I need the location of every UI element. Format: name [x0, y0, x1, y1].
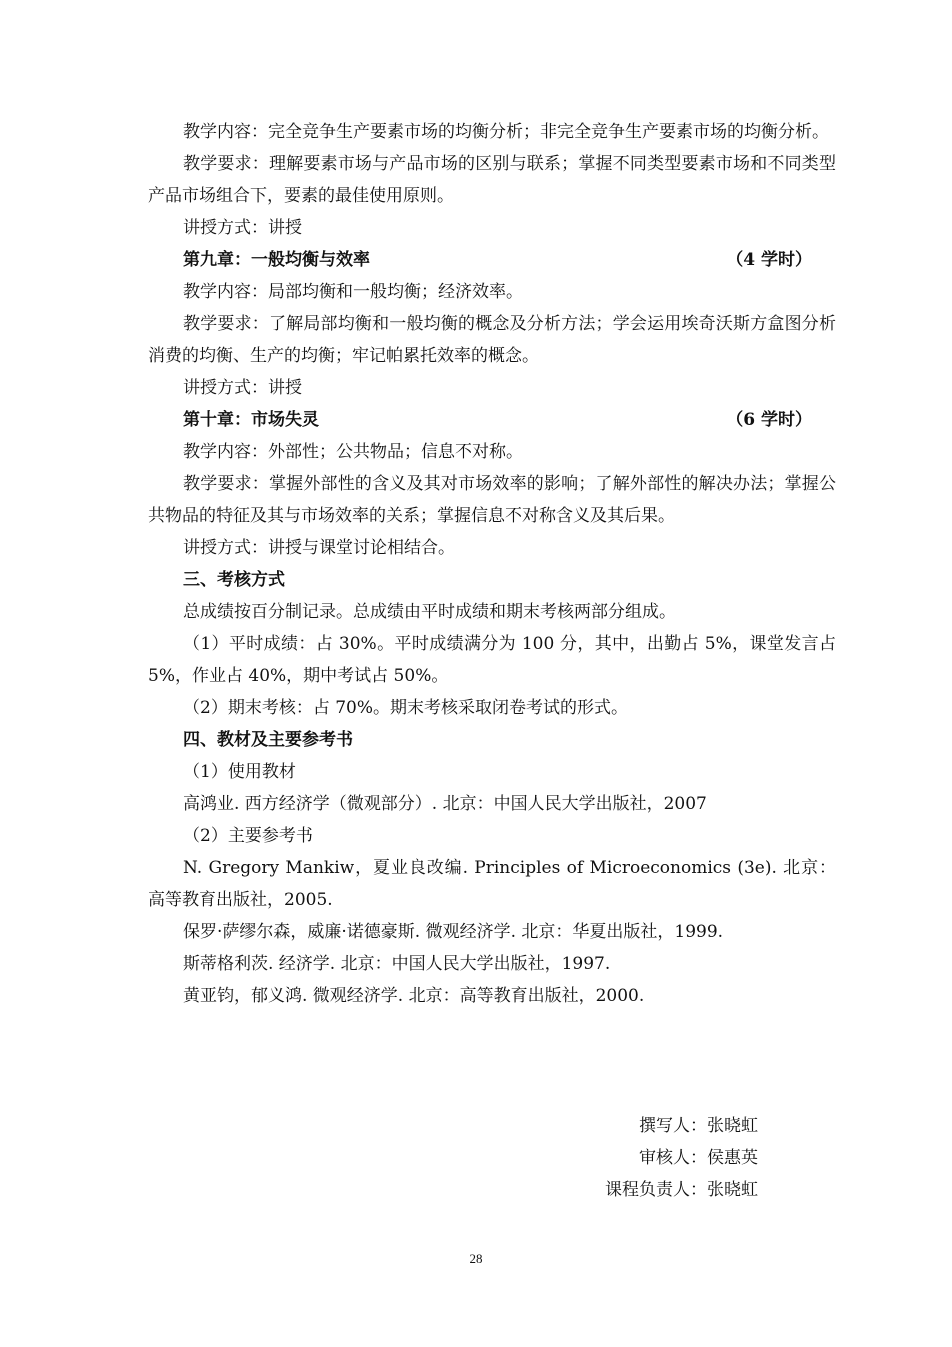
course-lead-signature: 课程负责人：张晓虹	[605, 1180, 758, 1200]
ch10-hours: （6 学时）	[726, 410, 812, 430]
ch9-title: 第九章：一般均衡与效率	[183, 250, 370, 270]
ch10-title: 第十章：市场失灵	[183, 410, 319, 430]
books-ref-item: 斯蒂格利茨. 经济学. 北京：中国人民大学出版社，1997.	[183, 954, 611, 974]
ch9-method: 讲授方式：讲授	[183, 378, 302, 398]
document-body	[148, 116, 836, 1012]
ch9-requirements: 教学要求：了解局部均衡和一般均衡的概念及分析方法；学会运用埃奇沃斯方盒图分析消费的均衡、生产的均衡；牢记帕累托效率的概念。	[148, 314, 836, 366]
ch10-content: 教学内容：外部性；公共物品；信息不对称。	[183, 442, 523, 462]
reviewer-signature: 审核人：侯惠英	[639, 1148, 758, 1168]
ch9-heading	[148, 244, 836, 276]
signature-block	[605, 1110, 758, 1206]
ch10-method: 讲授方式：讲授与课堂讨论相结合。	[183, 538, 455, 558]
page-number: 28	[469, 1251, 483, 1266]
ch8-method: 讲授方式：讲授	[183, 218, 302, 238]
ch10-requirements: 教学要求：掌握外部性的含义及其对市场效率的影响；了解外部性的解决办法；掌握公共物品的特征及其与市场效率的关系；掌握信息不对称含义及其后果。	[148, 474, 836, 526]
ch8-content: 教学内容：完全竞争生产要素市场的均衡分析；非完全竞争生产要素市场的均衡分析。	[183, 122, 829, 142]
ch9-content: 教学内容：局部均衡和一般均衡；经济效率。	[183, 282, 523, 302]
books-ref-label: （2）主要参考书	[183, 826, 313, 846]
books-ref-item: 保罗·萨缪尔森，威廉·诺德豪斯. 微观经济学. 北京：华夏出版社，1999.	[183, 922, 724, 942]
ch10-heading	[148, 404, 836, 436]
writer-signature: 撰写人：张晓虹	[639, 1116, 758, 1136]
books-used-label: （1）使用教材	[183, 762, 296, 782]
ch9-hours: （4 学时）	[726, 250, 812, 270]
books-ref-item: N. Gregory Mankiw，夏业良改编. Principles of Microeconomics (3e). 北京：高等教育出版社，2005.	[148, 858, 836, 910]
books-ref-item: 黄亚钧，郁义鸿. 微观经济学. 北京：高等教育出版社，2000.	[183, 986, 645, 1006]
assessment-final: （2）期末考核：占 70%。期末考核采取闭卷考试的形式。	[183, 698, 629, 718]
ch8-requirements: 教学要求：理解要素市场与产品市场的区别与联系；掌握不同类型要素市场和不同类型产品市场组合下，要素的最佳使用原则。	[148, 154, 836, 206]
assessment-regular: （1）平时成绩：占 30%。平时成绩满分为 100 分，其中，出勤占 5%，课堂发言占 5%，作业占 40%，期中考试占 50%。	[148, 634, 836, 686]
assessment-heading: 三、考核方式	[183, 570, 285, 590]
assessment-total: 总成绩按百分制记录。总成绩由平时成绩和期末考核两部分组成。	[183, 602, 676, 622]
books-heading: 四、教材及主要参考书	[183, 730, 353, 750]
books-used-item: 高鸿业. 西方经济学（微观部分）. 北京：中国人民大学出版社，2007	[183, 794, 707, 814]
